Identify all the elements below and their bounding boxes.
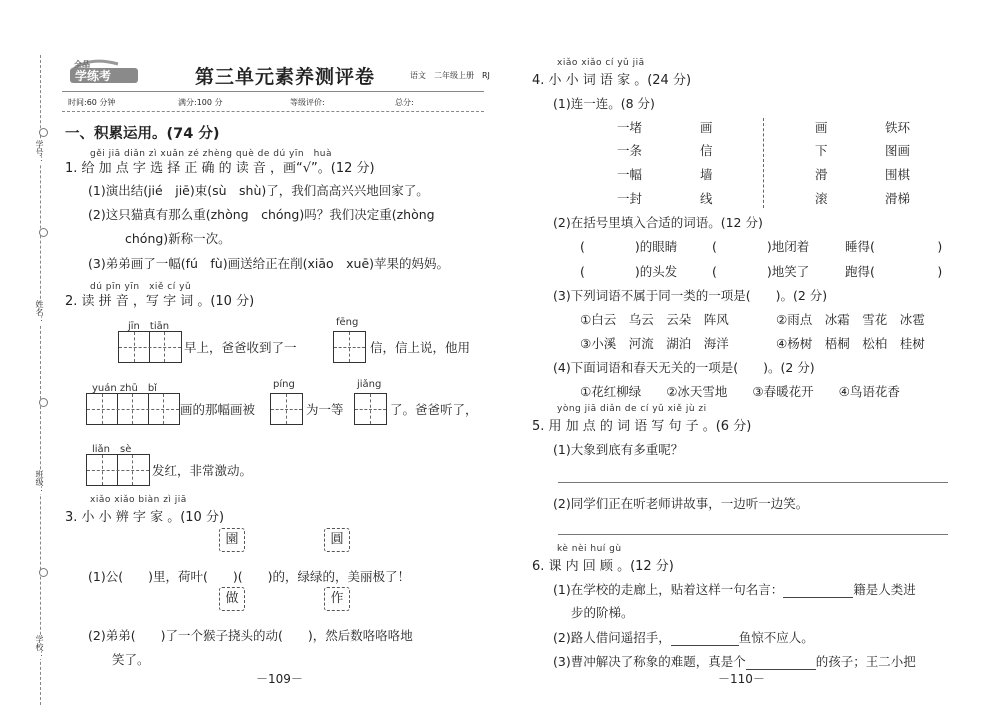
match-divider bbox=[763, 118, 764, 208]
char-box-zuo1: 做 bbox=[219, 587, 245, 611]
question-4-sub-2: (2)在括号里填入合适的词语。(12 分) bbox=[553, 215, 763, 230]
writing-grid[interactable] bbox=[354, 393, 387, 425]
question-5-heading: 5. 用 加 点 的 词 语 写 句 子 。(6 分) bbox=[532, 419, 752, 434]
svg-text:学练考: 学练考 bbox=[75, 69, 112, 83]
sentence-text: 信，信上说，他用 bbox=[370, 340, 471, 355]
pinyin-prompt: liǎn sè bbox=[92, 444, 132, 455]
pinyin-prompt: jīn tiān bbox=[128, 321, 170, 332]
question-6-item-1: (1)在学校的走廊上，贴着这样一句名言： 籍是人类进 bbox=[553, 582, 916, 597]
sentence-text: 早上，爸爸收到了一 bbox=[184, 340, 297, 355]
question-4-sub-4: (4)下面词语和春天无关的一项是( )。(2 分) bbox=[553, 360, 815, 375]
question-6-item-2: (2)路人借问遥招手， 鱼惊不应人。 bbox=[553, 630, 814, 645]
pinyin-line: gěi jiā diǎn zì xuǎn zé zhèng què de dú yīn huà bbox=[90, 149, 333, 159]
pinyin-line: dú pīn yīn xiě cí yǔ bbox=[90, 282, 192, 292]
char-box-zuo2: 作 bbox=[324, 587, 350, 611]
page-number-left: －109－ bbox=[256, 672, 303, 686]
section-heading: 一、积累运用。(74 分) bbox=[65, 126, 220, 142]
question-4-sub-3: (3)下列词语不属于同一类的一项是( )。(2 分) bbox=[553, 288, 828, 303]
match-right[interactable]: 铁环 bbox=[885, 120, 911, 135]
brand-logo bbox=[70, 58, 140, 84]
question-4-sub-1: (1)连一连。(8 分) bbox=[553, 96, 655, 111]
pinyin-prompt: fēng bbox=[336, 317, 359, 328]
option-3[interactable]: ③小溪 河流 湖泊 海洋 bbox=[580, 336, 729, 351]
full-score: 满分:100 分 bbox=[178, 98, 223, 107]
fill-blank[interactable]: ( )地闭着 bbox=[712, 239, 810, 254]
sentence-text: 画的那幅画被 bbox=[180, 402, 256, 417]
pinyin-line: yòng jiā diǎn de cí yǔ xiě jù zi bbox=[557, 404, 707, 414]
question-5-item-2: (2)同学们正在听老师讲故事，一边听一边笑。 bbox=[553, 496, 809, 511]
pinyin-line: xiǎo xiǎo biàn zì jiā bbox=[90, 495, 187, 505]
option-4[interactable]: ④杨树 梧桐 松柏 桂树 bbox=[776, 336, 925, 351]
side-label-school: 学校： bbox=[35, 635, 44, 659]
question-4-heading: 4. 小 小 词 语 家 。(24 分) bbox=[532, 73, 692, 88]
subject-tags: 语文 二年级上册 RJ bbox=[410, 71, 490, 80]
pinyin-line: kè nèi huí gù bbox=[557, 544, 622, 554]
grade-rating: 等级评价: bbox=[290, 98, 325, 107]
question-1-item-2-cont: chóng)新称一次。 bbox=[125, 231, 231, 246]
match-left[interactable]: 一封 bbox=[617, 191, 643, 206]
total-score: 总分: bbox=[395, 98, 414, 107]
question-6-heading: 6. 课 内 回 顾 。(12 分) bbox=[532, 559, 674, 574]
match-left[interactable]: 一堵 bbox=[617, 120, 643, 135]
side-label-name: 姓名： bbox=[35, 300, 44, 324]
binding-hole bbox=[39, 568, 48, 577]
page-title: 第三单元素养测评卷 bbox=[195, 66, 376, 88]
binding-hole bbox=[39, 228, 48, 237]
side-label-student-id: 学号： bbox=[35, 140, 44, 164]
question-6-item-1-cont: 步的阶梯。 bbox=[571, 605, 634, 620]
fill-blank[interactable]: ( )地笑了 bbox=[712, 264, 810, 279]
svg-text:全品: 全品 bbox=[74, 60, 90, 69]
fill-blank[interactable]: ( )的眼睛 bbox=[580, 239, 678, 254]
header-rule-2 bbox=[62, 111, 484, 112]
binding-hole bbox=[39, 398, 48, 407]
question-3-item-2: (2)弟弟( )了一个猴子挠头的动( )，然后数咯咯咯地 bbox=[88, 628, 413, 643]
match-left[interactable]: 下 bbox=[815, 143, 828, 158]
question-6-item-3: (3)曹冲解决了称象的难题，真是个 的孩子；王二小把 bbox=[553, 654, 916, 669]
question-3-heading: 3. 小 小 辨 字 家 。(10 分) bbox=[65, 510, 225, 525]
question-5-item-1: (1)大象到底有多重呢？ bbox=[553, 442, 684, 457]
option-2[interactable]: ②雨点 冰霜 雪花 冰雹 bbox=[776, 312, 925, 327]
pinyin-prompt: jiǎng bbox=[357, 379, 382, 390]
writing-grid[interactable] bbox=[86, 454, 150, 486]
exam-time: 时间:60 分钟 bbox=[68, 98, 116, 107]
match-right[interactable]: 线 bbox=[700, 191, 713, 206]
match-right[interactable]: 滑梯 bbox=[885, 191, 911, 206]
writing-grid[interactable] bbox=[118, 331, 182, 363]
question-1-item-3: (3)弟弟画了一幅(fú fù)画送给正在削(xiāo xuē)苹果的妈妈。 bbox=[88, 256, 450, 271]
question-3-item-1: (1)公( )里，荷叶( )( )的，绿绿的，美丽极了！ bbox=[88, 569, 410, 584]
match-left[interactable]: 滚 bbox=[815, 191, 828, 206]
match-right[interactable]: 围棋 bbox=[885, 167, 911, 182]
question-3-item-2-cont: 笑了。 bbox=[112, 652, 150, 667]
match-right[interactable]: 信 bbox=[700, 143, 713, 158]
pinyin-prompt: píng bbox=[273, 379, 295, 390]
sentence-text: 为一等 bbox=[306, 402, 344, 417]
answer-line[interactable] bbox=[558, 534, 948, 535]
fill-blank[interactable]: ( )的头发 bbox=[580, 264, 678, 279]
options-row[interactable]: ①花红柳绿 ②冰天雪地 ③春暖花开 ④鸟语花香 bbox=[580, 384, 900, 399]
question-1-item-2: (2)这只猫真有那么重(zhòng chóng)吗？我们决定重(zhòng bbox=[88, 207, 435, 222]
question-2-heading: 2. 读 拼 音 ，写 字 词 。(10 分) bbox=[65, 294, 255, 309]
page-number-right: －110－ bbox=[718, 672, 765, 686]
match-left[interactable]: 滑 bbox=[815, 167, 828, 182]
char-box-yuan1: 園 bbox=[219, 528, 245, 552]
pinyin-prompt: yuán zhū bǐ bbox=[92, 383, 157, 394]
fill-blank[interactable]: 睡得( ) bbox=[845, 239, 943, 254]
option-1[interactable]: ①白云 乌云 云朵 阵风 bbox=[580, 312, 729, 327]
match-left[interactable]: 一条 bbox=[617, 143, 643, 158]
question-1-item-1: (1)演出结(jié jiē)束(sù shù)了，我们高高兴兴地回家了。 bbox=[88, 183, 429, 198]
writing-grid[interactable] bbox=[333, 331, 366, 363]
answer-line[interactable] bbox=[558, 482, 948, 483]
header-rule bbox=[62, 91, 484, 92]
match-left[interactable]: 画 bbox=[815, 120, 828, 135]
binding-hole bbox=[39, 128, 48, 137]
char-box-yuan2: 圓 bbox=[324, 528, 350, 552]
match-left[interactable]: 一幅 bbox=[617, 167, 643, 182]
side-label-class: 班级： bbox=[35, 470, 44, 494]
writing-grid[interactable] bbox=[270, 393, 303, 425]
match-right[interactable]: 画 bbox=[700, 120, 713, 135]
sentence-text: 发红，非常激动。 bbox=[152, 463, 253, 478]
fill-blank[interactable]: 跑得( ) bbox=[845, 264, 943, 279]
writing-grid[interactable] bbox=[86, 393, 180, 425]
match-right[interactable]: 图画 bbox=[885, 143, 911, 158]
question-1-heading: 1. 给 加 点 字 选 择 正 确 的 读 音 ，画“√”。(12 分) bbox=[65, 161, 375, 176]
sentence-text: 了。爸爸听了， bbox=[390, 402, 478, 417]
pinyin-line: xiǎo xiǎo cí yǔ jiā bbox=[557, 58, 645, 68]
match-right[interactable]: 墙 bbox=[700, 167, 713, 182]
